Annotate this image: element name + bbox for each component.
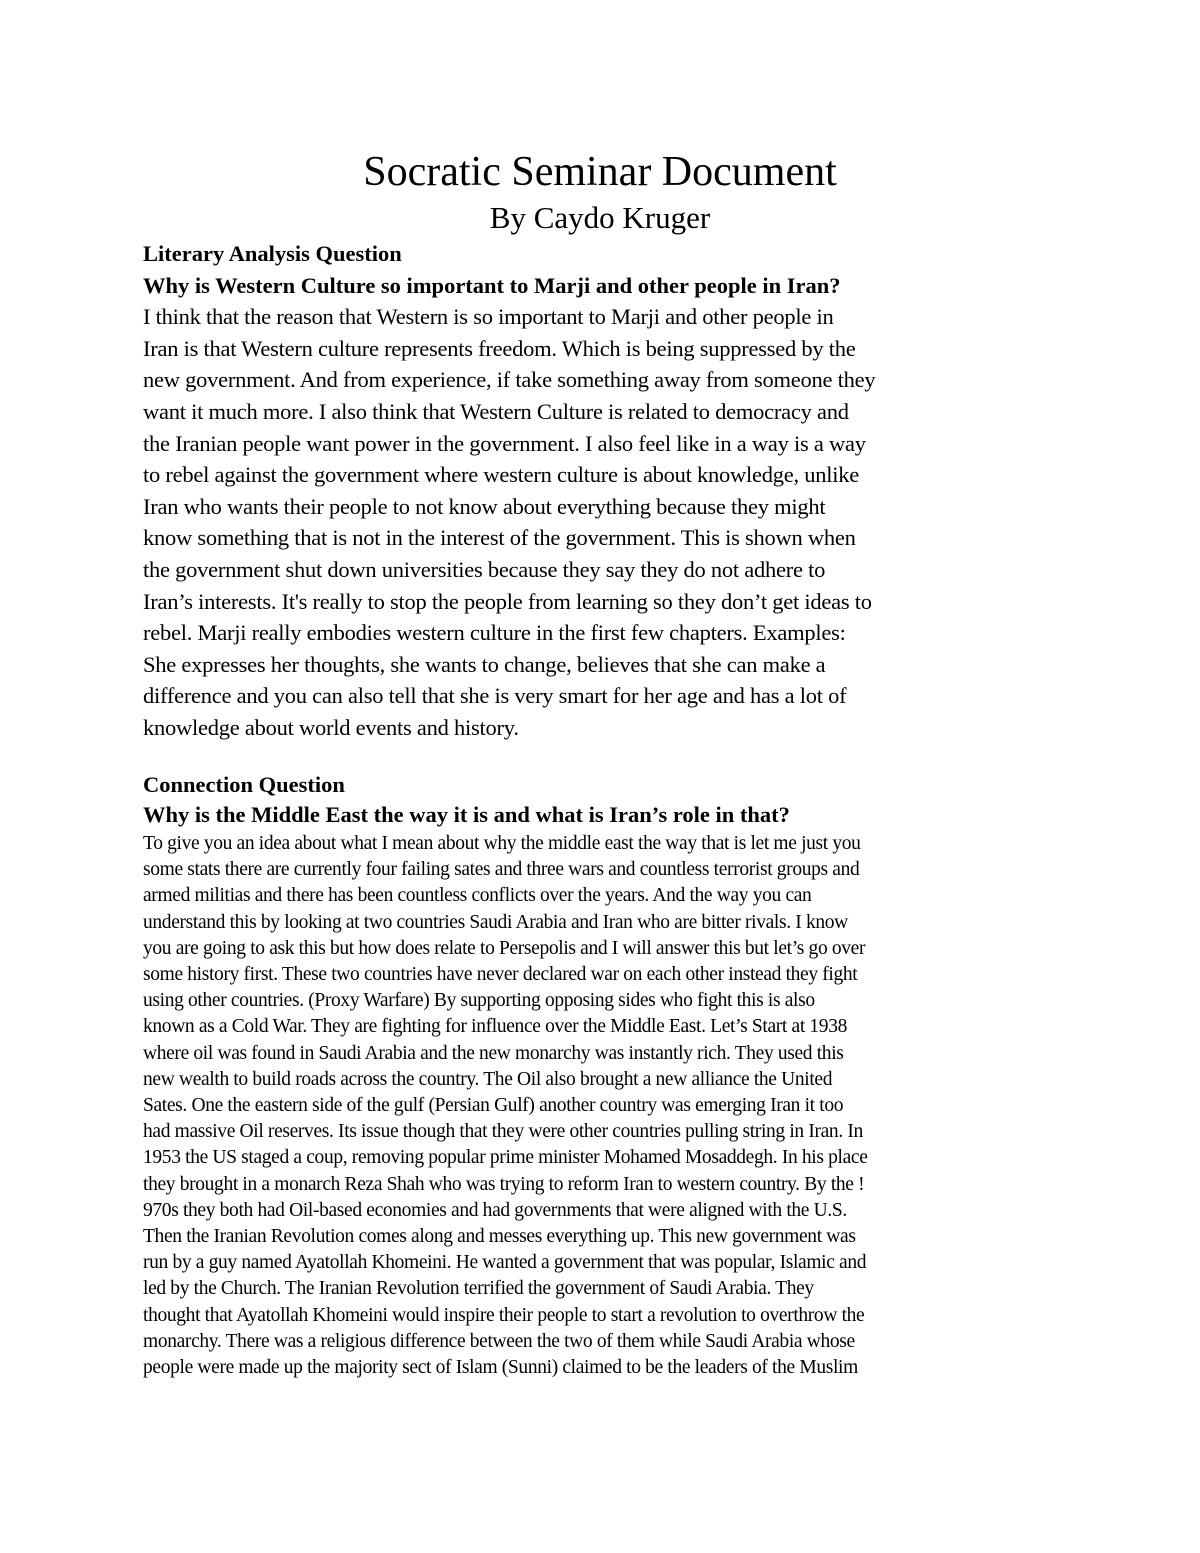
body-line: where oil was found in Saudi Arabia and the new monarchy was instantly rich. They used this (143, 1042, 844, 1064)
body-line: She expresses her thoughts, she wants to change, believes that she can make a (143, 651, 826, 677)
body-line: some history first. These two countries have never declared war on each other instead they fight (143, 964, 858, 986)
body-line: people were made up the majority sect of Islam (Sunni) claimed to be the leaders of the Muslim (143, 1357, 858, 1379)
body-line: knowledge about world events and history. (143, 714, 519, 740)
body-line: had massive Oil reserves. Its issue though that they were other countries pulling string in Iran. In (143, 1121, 863, 1143)
section-question: Why is the Middle East the way it is and what is Iran’s role in that? (143, 802, 790, 827)
body-line: you are going to ask this but how does relate to Persepolis and I will answer this but let’s go over (143, 937, 866, 959)
body-line: Then the Iranian Revolution comes along and messes everything up. This new government was (143, 1226, 856, 1248)
section-heading: Connection Question (143, 772, 345, 797)
section-heading: Literary Analysis Question (143, 241, 402, 266)
body-line: rebel. Marji really embodies western culture in the first few chapters. Examples: (143, 620, 846, 646)
section-body (143, 301, 1063, 743)
body-line: Iran who wants their people to not know about everything because they might (143, 493, 826, 519)
body-line: understand this by looking at two countries Saudi Arabia and Iran who are bitter rivals. I know (143, 911, 848, 933)
document-title: Socratic Seminar Document (363, 149, 837, 195)
body-line: run by a guy named Ayatollah Khomeini. He wanted a government that was popular, Islamic and (143, 1252, 867, 1274)
body-line: new government. And from experience, if take something away from someone they (143, 367, 876, 393)
body-line: Sates. One the eastern side of the gulf (Persian Gulf) another country was emerging Iran it too (143, 1095, 844, 1117)
body-line: want it much more. I also think that Western Culture is related to democracy and (143, 398, 849, 424)
body-line: armed militias and there has been countless conflicts over the years. And the way you can (143, 885, 812, 907)
body-line: some stats there are currently four failing sates and three wars and countless terrorist groups and (143, 859, 860, 881)
body-line: they brought in a monarch Reza Shah who was trying to reform Iran to western country. By the ! (143, 1173, 865, 1195)
body-line: the government shut down universities because they say they do not adhere to (143, 556, 826, 582)
body-line: 1953 the US staged a coup, removing popular prime minister Mohamed Mosaddegh. In his place (143, 1147, 868, 1169)
body-line: new wealth to build roads across the country. The Oil also brought a new alliance the United (143, 1068, 833, 1090)
body-line: difference and you can also tell that she is very smart for her age and has a lot of (143, 683, 847, 709)
body-line: Iran is that Western culture represents freedom. Which is being suppressed by the (143, 335, 856, 361)
body-line: led by the Church. The Iranian Revolution terrified the government of Saudi Arabia. They (143, 1278, 814, 1300)
body-line: To give you an idea about what I mean about why the middle east the way that is let me just you (143, 833, 861, 854)
document-byline: By Caydo Kruger (489, 200, 711, 235)
body-line: monarchy. There was a religious difference between the two of them while Saudi Arabia whose (143, 1330, 855, 1352)
connection-section-header (143, 770, 1063, 830)
body-line: to rebel against the government where western culture is about knowledge, unlike (143, 462, 860, 488)
body-line: thought that Ayatollah Khomeini would inspire their people to start a revolution to overthrow the (143, 1304, 865, 1326)
body-line: using other countries. (Proxy Warfare) By supporting opposing sides who fight this is also (143, 990, 815, 1012)
body-line: I think that the reason that Western is so important to Marji and other people in (143, 304, 834, 330)
body-line: the Iranian people want power in the government. I also feel like in a way is a way (143, 430, 866, 456)
literary-analysis-section (143, 238, 1063, 744)
body-line: know something that is not in the interest of the government. This is shown when (143, 525, 856, 551)
connection-section-body (143, 831, 1063, 1381)
section-question: Why is Western Culture so important to Marji and other people in Iran? (143, 272, 841, 298)
body-line: Iran’s interests. It's really to stop the people from learning so they don’t get ideas to (143, 588, 872, 614)
body-line: 970s they both had Oil-based economies and had governments that were aligned with the U.S. (143, 1199, 847, 1221)
body-line: known as a Cold War. They are fighting for influence over the Middle East. Let’s Start at 1938 (143, 1016, 848, 1038)
